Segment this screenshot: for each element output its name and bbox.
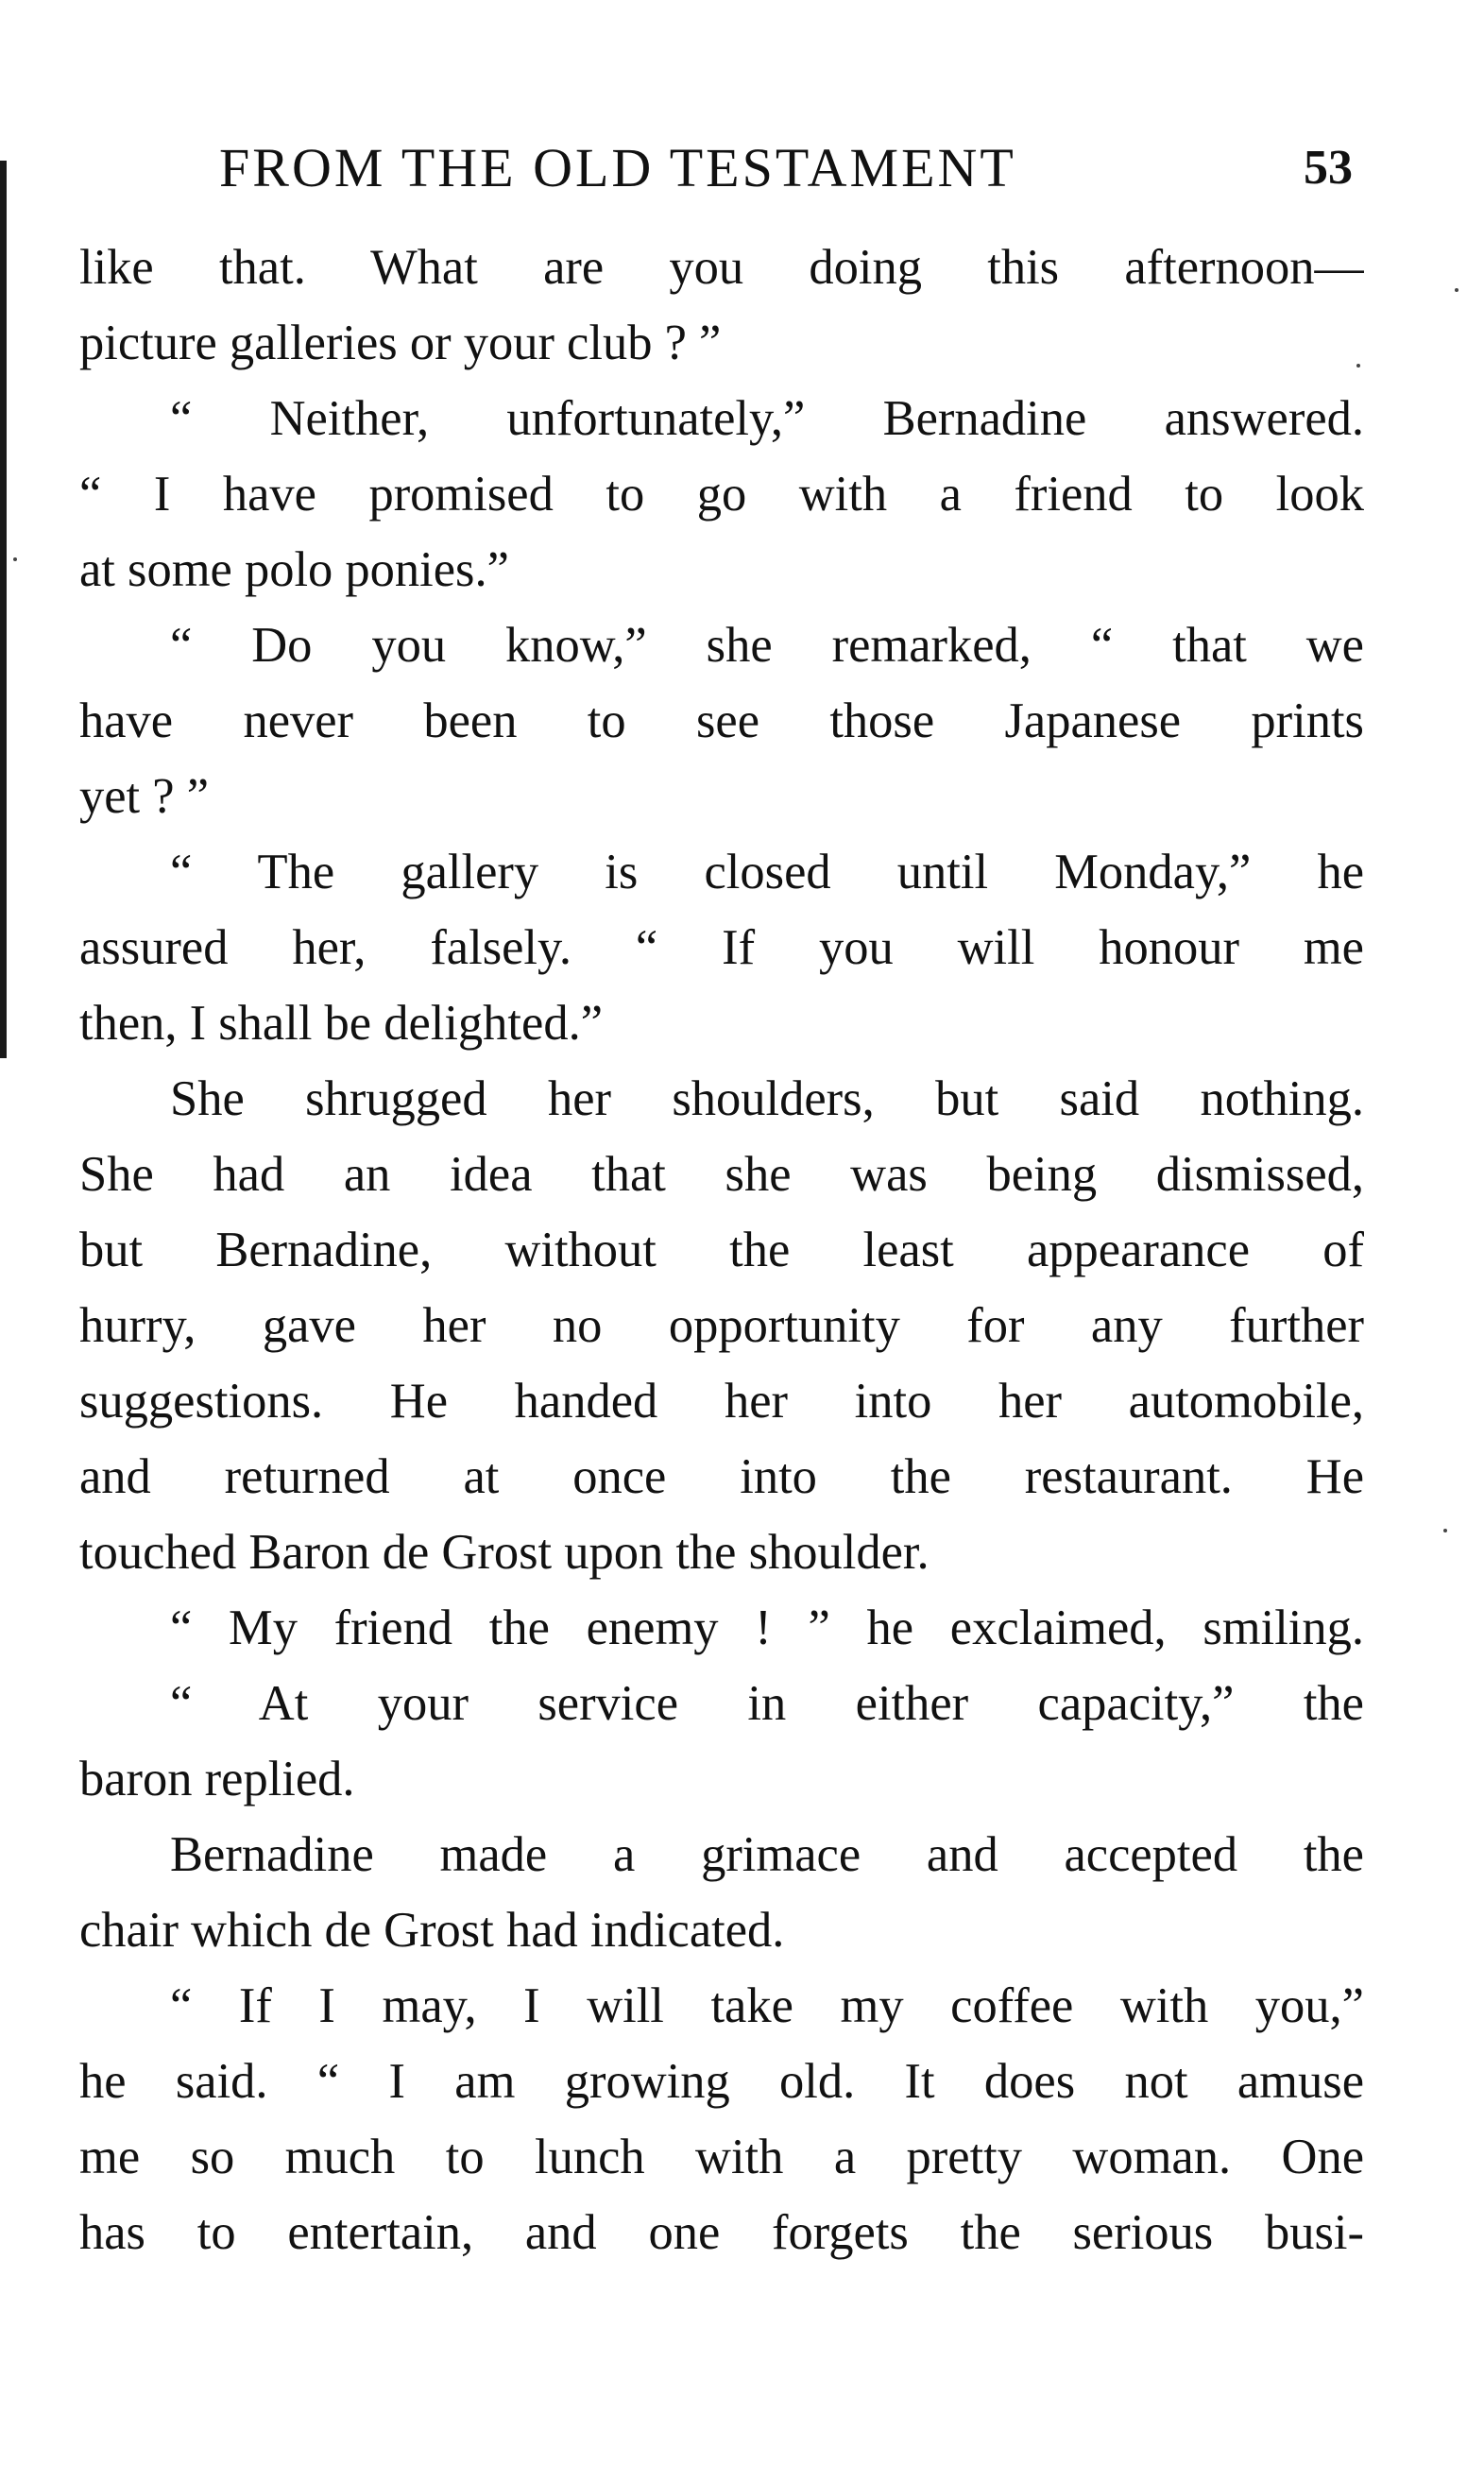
text-line: has to entertain, and one forgets the serious busi- [79, 2205, 1364, 2260]
text-line: “ Do you know,” she remarked, “ that we [170, 618, 1364, 673]
text-line: Bernadine made a grimace and accepted the [170, 1827, 1364, 1882]
text-line: assured her, falsely. “ If you will honour me [79, 920, 1364, 975]
text-line: touched Baron de Grost upon the shoulder. [79, 1525, 930, 1580]
text-line: at some polo ponies.” [79, 542, 509, 597]
text-line: “ At your service in either capacity,” the [170, 1676, 1364, 1731]
body-text [79, 230, 1364, 2270]
page-binding-edge [0, 161, 7, 1058]
text-line: “ Neither, unfortunately,” Bernadine answered. [170, 391, 1364, 446]
text-line: suggestions. He handed her into her automobile, [79, 1374, 1364, 1429]
text-line: “ If I may, I will take my coffee with you,” [170, 1978, 1364, 2033]
text-line: and returned at once into the restaurant. He [79, 1449, 1364, 1504]
text-line: picture galleries or your club ? ” [79, 316, 722, 370]
print-speck [1443, 1529, 1447, 1532]
text-line: baron replied. [79, 1752, 355, 1806]
print-speck [1455, 288, 1458, 292]
page-number: 53 [1304, 141, 1353, 195]
text-line: yet ? ” [79, 769, 209, 824]
text-line: hurry, gave her no opportunity for any further [79, 1298, 1364, 1353]
text-line: “ I have promised to go with a friend to look [79, 467, 1364, 522]
text-line: “ The gallery is closed until Monday,” he [170, 845, 1364, 899]
text-line: chair which de Grost had indicated. [79, 1903, 785, 1958]
text-line: he said. “ I am growing old. It does not amuse [79, 2054, 1364, 2109]
text-line: but Bernadine, without the least appearance of [79, 1223, 1364, 1277]
text-line: me so much to lunch with a pretty woman. One [79, 2130, 1364, 2184]
text-line: like that. What are you doing this afternoon— [79, 240, 1364, 295]
print-speck [13, 557, 17, 561]
text-line: “ My friend the enemy ! ” he exclaimed, smiling. [170, 1601, 1364, 1655]
text-line: She shrugged her shoulders, but said nothing. [170, 1071, 1364, 1126]
text-line: then, I shall be delighted.” [79, 996, 603, 1051]
text-line: She had an idea that she was being dismissed, [79, 1147, 1364, 1202]
running-header [219, 130, 1353, 206]
running-title: FROM THE OLD TESTAMENT [219, 137, 1016, 198]
text-line: have never been to see those Japanese prints [79, 693, 1364, 748]
